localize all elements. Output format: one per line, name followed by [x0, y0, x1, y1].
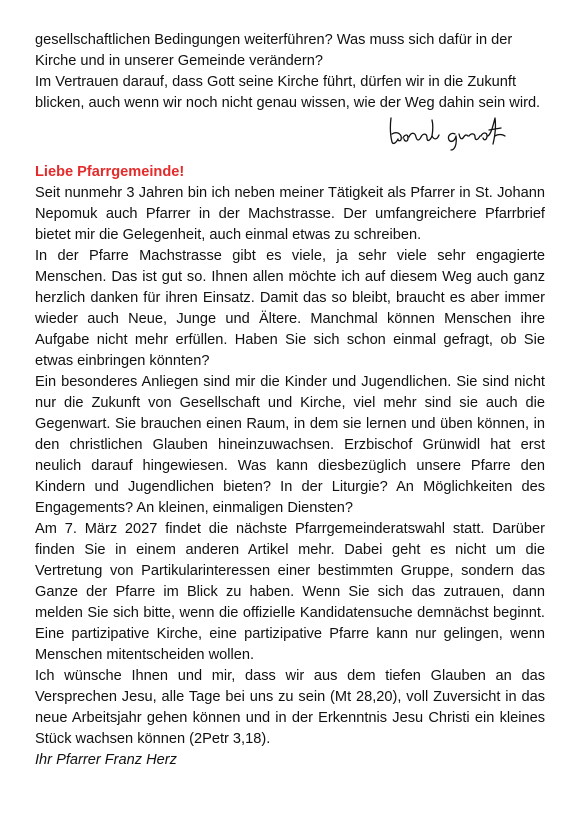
intro-paragraph-1: gesellschaftlichen Bedingungen weiterführen? Was muss sich dafür in der Kirche und in unserer Gemeinde verändern? — [35, 32, 513, 69]
intro-paragraph-2: Im Vertrauen darauf, dass Gott seine Kirche führt, dürfen wir in die Zukunft blicken, auch wenn wir noch nicht genau wissen, wie der Weg dahin sein wird. — [35, 74, 541, 111]
letter-heading: Liebe Pfarrgemeinde! — [35, 164, 185, 180]
document-page — [35, 30, 545, 771]
handwritten-signature — [385, 112, 525, 152]
letter-paragraph-3: Ein besonderes Anliegen sind mir die Kinder und Jugendlichen. Sie sind nicht nur die Zukunft von Gesellschaft und Kirche, viel mehr sind sie auch die Gegenwart. Sie brauchen einen Raum, in dem sie lernen und üben können, in den christlichen Glauben hineinzuwachsen. Erzbischof Grünwidl hat erst neulich darauf hingewiesen. Was kann diesbezüglich unsere Pfarre den Kindern und Jugendlichen bieten? In der Liturgie? An Möglichkeiten des Engagements? An kleinen, einmaligen Diensten? — [35, 374, 545, 516]
letter-paragraph-1: Seit nunmehr 3 Jahren bin ich neben meiner Tätigkeit als Pfarrer in St. Johann Nepomuk auch Pfarrer in der Machstrasse. Der umfangreichere Pfarrbrief bietet mir die Gelegenheit, auch einmal etwas zu schreiben. — [35, 185, 545, 243]
letter-closing: Ihr Pfarrer Franz Herz — [35, 752, 177, 768]
letter-paragraph-5: Ich wünsche Ihnen und mir, dass wir aus dem tiefen Glauben an das Versprechen Jesu, alle Tage bei uns zu sein (Mt 28,20), voll Zuversicht in das neue Arbeitsjahr gehen können und in der Erkenntnis Jesu Christi ein kleines Stück wachsen können (2Petr 3,18). — [35, 668, 545, 747]
signature-area — [35, 114, 545, 162]
letter-paragraph-4: Am 7. März 2027 findet die nächste Pfarrgemeinderatswahl statt. Darüber finden Sie in einem anderen Artikel mehr. Dabei geht es nicht um die Vertretung von Partikularinteressen einer bestimmten Gruppe, sondern das Ganze der Pfarre im Blick zu haben. Wenn Sie sich das zutrauen, dann melden Sie sich bitte, wenn die offizielle Kandidatensuche demnächst beginnt. Eine partizipative Kirche, eine partizipative Pfarre kann nur gelingen, wenn Menschen mitentscheiden wollen. — [35, 521, 545, 663]
letter-paragraph-2: In der Pfarre Machstrasse gibt es viele, ja sehr viele sehr engagierte Menschen. Das ist gut so. Ihnen allen möchte ich auf diesem Weg auch ganz herzlich danken für ihren Einsatz. Damit das so bleibt, braucht es aber immer wieder auch Neue, Junge und Ältere. Manchmal können Menschen ihre Aufgabe nicht mehr erfüllen. Haben Sie sich schon einmal gefragt, ob Sie etwas einbringen könnten? — [35, 248, 545, 369]
